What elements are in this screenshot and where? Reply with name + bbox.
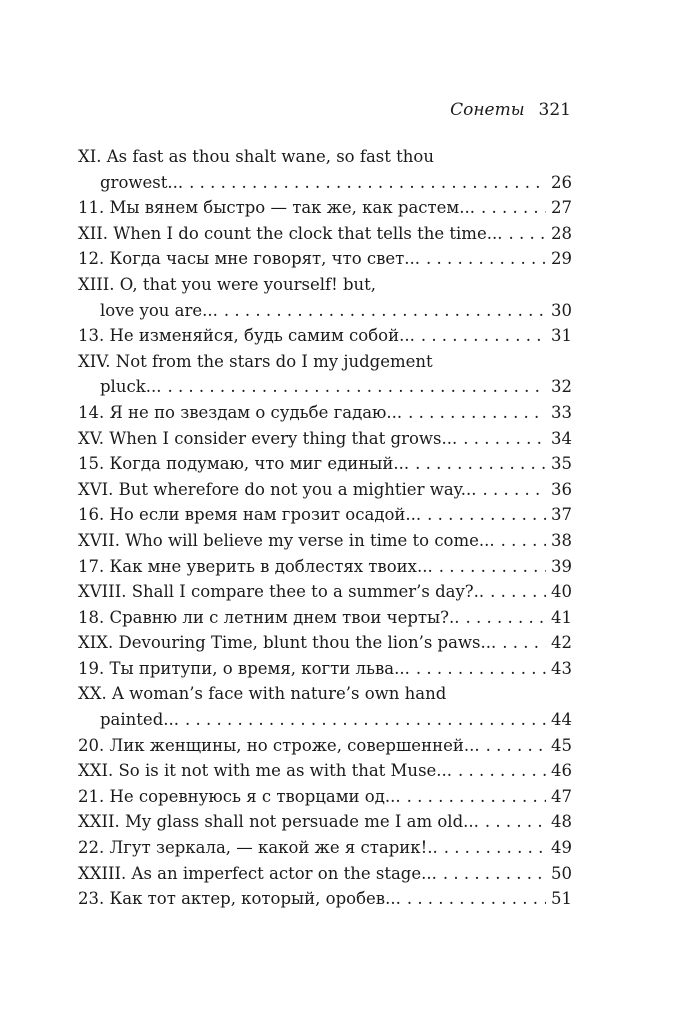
dot-leader <box>444 835 546 861</box>
toc-entry-page-number: 34 <box>551 428 572 448</box>
dot-leader <box>490 579 546 605</box>
toc-entry <box>78 477 572 503</box>
toc-entry-title: XXI. So is it not with me as with that Muse... <box>78 761 453 781</box>
dot-leader <box>408 400 546 426</box>
toc-entry-page-number: 43 <box>551 658 572 678</box>
toc-entry <box>78 400 572 426</box>
toc-entry <box>78 451 572 477</box>
toc-entry-title: XIX. Devouring Time, blunt thou the lion’s paws... <box>78 633 497 653</box>
dot-leader <box>481 195 546 221</box>
toc-entry-title-continuation: pluck... <box>100 377 162 397</box>
dot-leader <box>502 630 546 656</box>
toc-entry-title: XXIII. As an imperfect actor on the stage... <box>78 863 437 883</box>
table-of-contents <box>78 144 572 912</box>
dot-leader <box>427 502 546 528</box>
toc-entry-page-number: 32 <box>551 377 572 397</box>
toc-entry-page-number: 45 <box>551 735 572 755</box>
toc-entry-page-number: 41 <box>551 607 572 627</box>
toc-entry <box>78 656 572 682</box>
toc-entry-page-number: 44 <box>551 710 572 730</box>
toc-entry-title: 22. Лгут зеркала, — какой же я старик!.. <box>78 838 438 858</box>
dot-leader <box>407 784 546 810</box>
toc-entry <box>78 784 572 810</box>
toc-entry-title: XV. When I consider every thing that grows... <box>78 428 458 448</box>
toc-entry-page-number: 49 <box>551 838 572 858</box>
toc-entry-title: 19. Ты притупи, о время, когти льва... <box>78 658 410 678</box>
toc-entry-page-number: 51 <box>551 889 572 909</box>
dot-leader <box>415 451 546 477</box>
toc-entry <box>78 809 572 835</box>
toc-entry-page-number: 42 <box>551 633 572 653</box>
dot-leader <box>483 477 546 503</box>
dot-leader <box>486 733 546 759</box>
toc-entry <box>78 886 572 912</box>
toc-entry-page-number: 50 <box>551 863 572 883</box>
dot-leader <box>189 170 546 196</box>
toc-entry-page-number: 38 <box>551 530 572 550</box>
toc-entry-title: 15. Когда подумаю, что миг единый... <box>78 454 410 474</box>
running-header <box>450 100 571 120</box>
toc-entry-title: 16. Но если время нам грозит осадой... <box>78 505 422 525</box>
toc-entry-page-number: 48 <box>551 812 572 832</box>
toc-entry-page-number: 35 <box>551 454 572 474</box>
dot-leader <box>421 323 546 349</box>
toc-entry <box>78 605 572 631</box>
dot-leader <box>485 809 546 835</box>
toc-entry-title: 13. Не изменяйся, будь самим собой... <box>78 326 415 346</box>
toc-entry <box>78 554 572 580</box>
dot-leader <box>458 758 546 784</box>
toc-entry-title: XIV. Not from the stars do I my judgement <box>78 351 433 371</box>
toc-entry-title-continuation: love you are... <box>100 300 218 320</box>
dot-leader <box>508 221 546 247</box>
toc-entry-title-continuation: painted... <box>100 710 179 730</box>
toc-entry-title: 18. Сравню ли с летним днем твои черты?.. <box>78 607 460 627</box>
toc-entry-page-number: 47 <box>551 786 572 806</box>
header-title: Сонеты <box>450 100 525 120</box>
toc-entry <box>78 426 572 452</box>
toc-entry-title: 23. Как тот актер, который, оробев... <box>78 889 401 909</box>
toc-entry <box>78 246 572 272</box>
toc-entry-title: XIII. O, that you were yourself! but, <box>78 274 377 294</box>
toc-entry-page-number: 31 <box>551 326 572 346</box>
toc-entry <box>78 323 572 349</box>
toc-entry <box>78 144 572 195</box>
toc-entry <box>78 758 572 784</box>
dot-leader <box>407 886 546 912</box>
toc-entry <box>78 349 572 400</box>
dot-leader <box>463 426 546 452</box>
toc-entry-page-number: 36 <box>551 479 572 499</box>
dot-leader <box>443 861 546 887</box>
toc-entry <box>78 272 572 323</box>
dot-leader <box>167 374 546 400</box>
toc-entry <box>78 195 572 221</box>
toc-entry <box>78 733 572 759</box>
toc-entry-title: 12. Когда часы мне говорят, что свет... <box>78 249 421 269</box>
toc-entry-title: XVI. But wherefore do not you a mightier way... <box>78 479 477 499</box>
toc-entry-title: XX. A woman’s face with nature’s own hand <box>78 684 447 704</box>
toc-entry-page-number: 27 <box>551 198 572 218</box>
toc-entry-title: 21. Не соревнуюсь я с творцами од... <box>78 786 401 806</box>
toc-entry-page-number: 39 <box>551 556 572 576</box>
toc-entry-title: 20. Лик женщины, но строже, совершенней... <box>78 735 480 755</box>
toc-entry-title: 11. Мы вянем быстро — так же, как растем... <box>78 198 475 218</box>
toc-entry-page-number: 30 <box>551 300 572 320</box>
dot-leader <box>501 528 546 554</box>
toc-entry <box>78 861 572 887</box>
toc-entry-title-continuation: growest... <box>100 172 184 192</box>
dot-leader <box>466 605 547 631</box>
header-page-number: 321 <box>538 100 571 120</box>
toc-entry-title: XVII. Who will believe my verse in time to come... <box>78 530 495 550</box>
toc-entry <box>78 579 572 605</box>
dot-leader <box>224 298 546 324</box>
toc-entry-title: XXII. My glass shall not persuade me I am old... <box>78 812 479 832</box>
toc-entry <box>78 681 572 732</box>
toc-entry-page-number: 33 <box>551 402 572 422</box>
toc-entry-page-number: 40 <box>551 582 572 602</box>
dot-leader <box>426 246 546 272</box>
toc-entry-page-number: 26 <box>551 172 572 192</box>
toc-entry-title: 14. Я не по звездам о судьбе гадаю... <box>78 402 403 422</box>
dot-leader <box>185 707 546 733</box>
dot-leader <box>416 656 546 682</box>
toc-entry-title: 17. Как мне уверить в доблестях твоих... <box>78 556 433 576</box>
toc-entry-title: XI. As fast as thou shalt wane, so fast thou <box>78 147 434 166</box>
toc-entry <box>78 835 572 861</box>
toc-entry-page-number: 46 <box>551 761 572 781</box>
toc-entry-title: XII. When I do count the clock that tells the time... <box>78 223 503 243</box>
toc-entry <box>78 630 572 656</box>
toc-entry-title: XVIII. Shall I compare thee to a summer’s day?.. <box>78 582 485 602</box>
dot-leader <box>439 554 546 580</box>
toc-entry-page-number: 29 <box>551 249 572 269</box>
toc-entry-page-number: 37 <box>551 505 572 525</box>
toc-entry <box>78 528 572 554</box>
toc-entry-page-number: 28 <box>551 223 572 243</box>
toc-entry <box>78 221 572 247</box>
toc-entry <box>78 502 572 528</box>
